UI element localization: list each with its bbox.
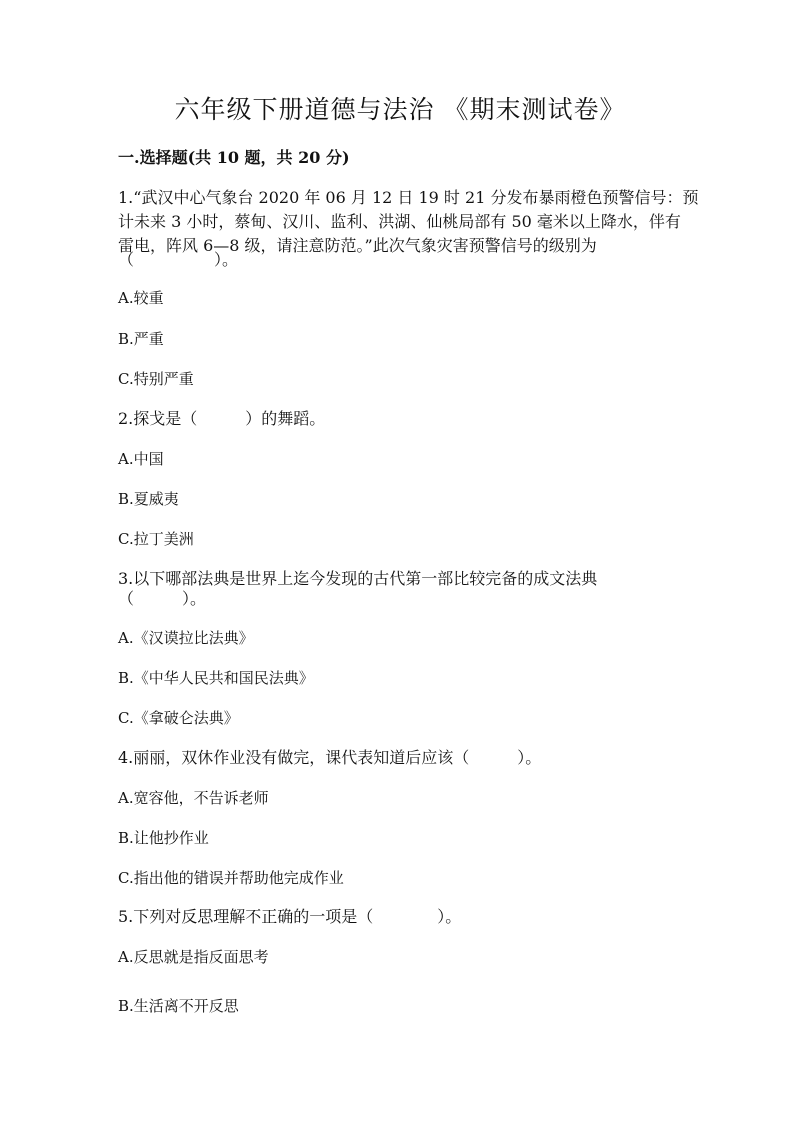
question-2-line-1: 2.探戈是（ ）的舞蹈。 — [118, 409, 326, 428]
question-1-option-a: A.较重 — [118, 289, 164, 307]
question-2-option-a: A.中国 — [118, 450, 164, 468]
question-1-option-c: C.特别严重 — [118, 370, 194, 388]
question-3-option-b: B.《中华人民共和国民法典》 — [118, 669, 314, 687]
question-4-option-c: C.指出他的错误并帮助他完成作业 — [118, 869, 344, 887]
question-1-option-b: B.严重 — [118, 330, 164, 348]
question-3-option-c: C.《拿破仑法典》 — [118, 709, 239, 727]
question-5-option-b: B.生活离不开反思 — [118, 997, 239, 1015]
question-1-line-3: 雷电，阵风 6—8 级，请注意防范。”此次气象灾害预警信号的级别为 — [118, 236, 597, 255]
page-title: 六年级下册道德与法治 《期末测试卷》 — [174, 95, 626, 124]
question-3-option-a: A.《汉谟拉比法典》 — [118, 629, 254, 647]
question-2-option-c: C.拉丁美洲 — [118, 530, 194, 548]
question-5-option-a: A.反思就是指反面思考 — [118, 948, 269, 966]
question-4-option-b: B.让他抄作业 — [118, 829, 209, 847]
question-1-line-1: 1.“武汉中心气象台 2020 年 06 月 12 日 19 时 21 分发布暴雨橙色预警信号：预 — [118, 188, 699, 207]
question-2-option-b: B.夏威夷 — [118, 490, 179, 508]
question-4-line-1: 4.丽丽，双休作业没有做完，课代表知道后应该（ ）。 — [118, 748, 542, 767]
question-1-line-2: 计未来 3 小时，蔡甸、汉川、监利、洪湖、仙桃局部有 50 毫米以上降水，伴有 — [118, 212, 681, 231]
question-5-line-1: 5.下列对反思理解不正确的一项是（ ）。 — [118, 907, 462, 926]
question-3-line-2: （ ）。 — [118, 589, 207, 608]
question-4-option-a: A.宽容他，不告诉老师 — [118, 789, 269, 807]
section-heading: 一.选择题(共 10 题，共 20 分) — [118, 148, 350, 167]
question-1-line-4: （ ）。 — [118, 250, 239, 269]
question-3-line-1: 3.以下哪部法典是世界上迄今发现的古代第一部比较完备的成文法典 — [118, 569, 598, 588]
